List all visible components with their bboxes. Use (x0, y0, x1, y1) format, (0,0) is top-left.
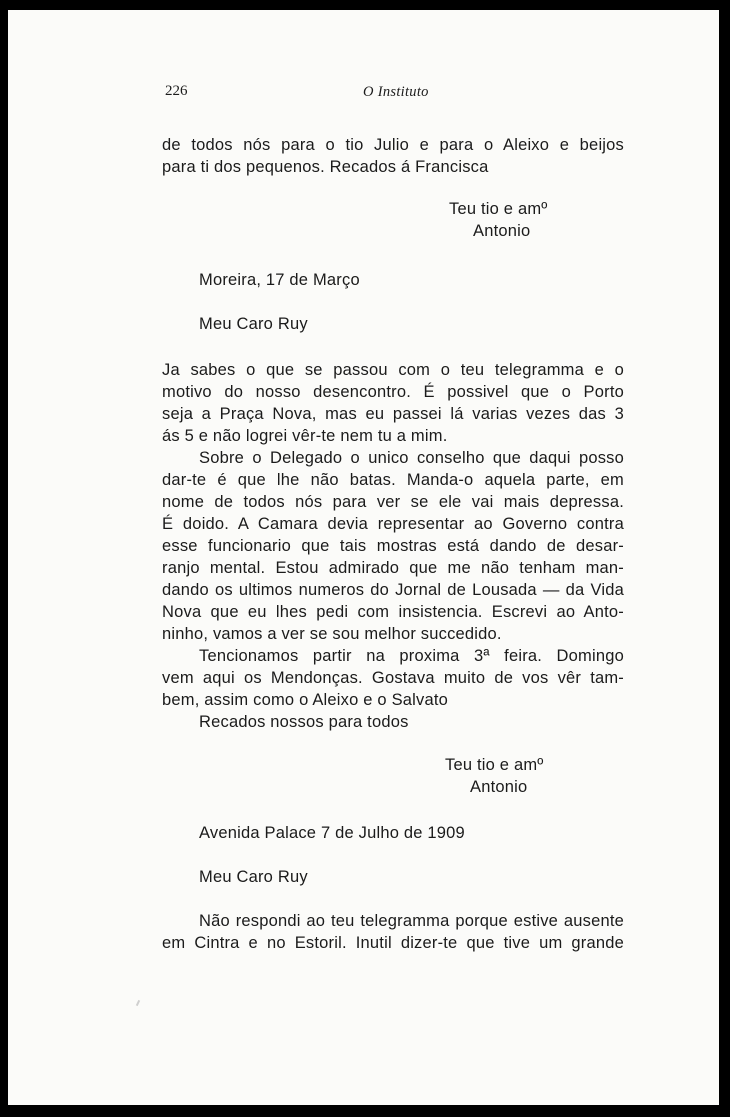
text-line: É doido. A Camara devia representar ao Governo contra (162, 515, 624, 533)
letter-salutation: Meu Caro Ruy (199, 315, 308, 333)
text-line: Ja sabes o que se passou com o teu telegramma e o (162, 361, 624, 379)
text-line: Nova que eu lhes pedi com insistencia. Escrevi ao Anto- (162, 603, 624, 621)
text-line: dar-te é que lhe não batas. Manda-o aquela parte, em (162, 471, 624, 489)
text-line: motivo do nosso desencontro. É possivel que o Porto (162, 383, 624, 401)
text-line: bem, assim como o Aleixo e o Salvato (162, 691, 448, 709)
text-line: esse funcionario que tais mostras está dando de desar- (162, 537, 624, 555)
signature-closing: Teu tio e amº (445, 756, 544, 774)
text-line: ninho, vamos a ver se sou melhor succedido. (162, 625, 502, 643)
paper-speck (136, 1000, 140, 1006)
running-title: O Instituto (363, 84, 429, 100)
text-line: Não respondi ao teu telegramma porque estive ausente (199, 912, 624, 930)
text-line: em Cintra e no Estoril. Inutil dizer-te que tive um grande (162, 934, 624, 952)
text-line: ranjo mental. Estou admirado que me não tenham man- (162, 559, 624, 577)
text-line: ás 5 e não logrei vêr-te nem tu a mim. (162, 427, 448, 445)
text-line: nome de todos nós para ver se ele vai mais depressa. (162, 493, 624, 511)
book-page (8, 10, 719, 1105)
text-line: para ti dos pequenos. Recados á Francisca (162, 158, 489, 176)
letter-salutation: Meu Caro Ruy (199, 868, 308, 886)
text-line: seja a Praça Nova, mas eu passei lá varias vezes das 3 (162, 405, 624, 423)
text-line: vem aqui os Mendonças. Gostava muito de vos vêr tam- (162, 669, 624, 687)
text-line: Tencionamos partir na proxima 3ª feira. Domingo (199, 647, 624, 665)
text-line: Sobre o Delegado o unico conselho que daqui posso (199, 449, 624, 467)
text-line: de todos nós para o tio Julio e para o Aleixo e beijos (162, 136, 624, 154)
text-line: dando os ultimos numeros do Jornal de Lousada — da Vida (162, 581, 624, 599)
page-number: 226 (165, 83, 188, 99)
letter-dateline: Avenida Palace 7 de Julho de 1909 (199, 824, 465, 842)
signature-closing: Teu tio e amº (449, 200, 548, 218)
text-line: Recados nossos para todos (199, 713, 409, 731)
signature-name: Antonio (473, 222, 531, 240)
signature-name: Antonio (470, 778, 528, 796)
letter-dateline: Moreira, 17 de Março (199, 271, 360, 289)
